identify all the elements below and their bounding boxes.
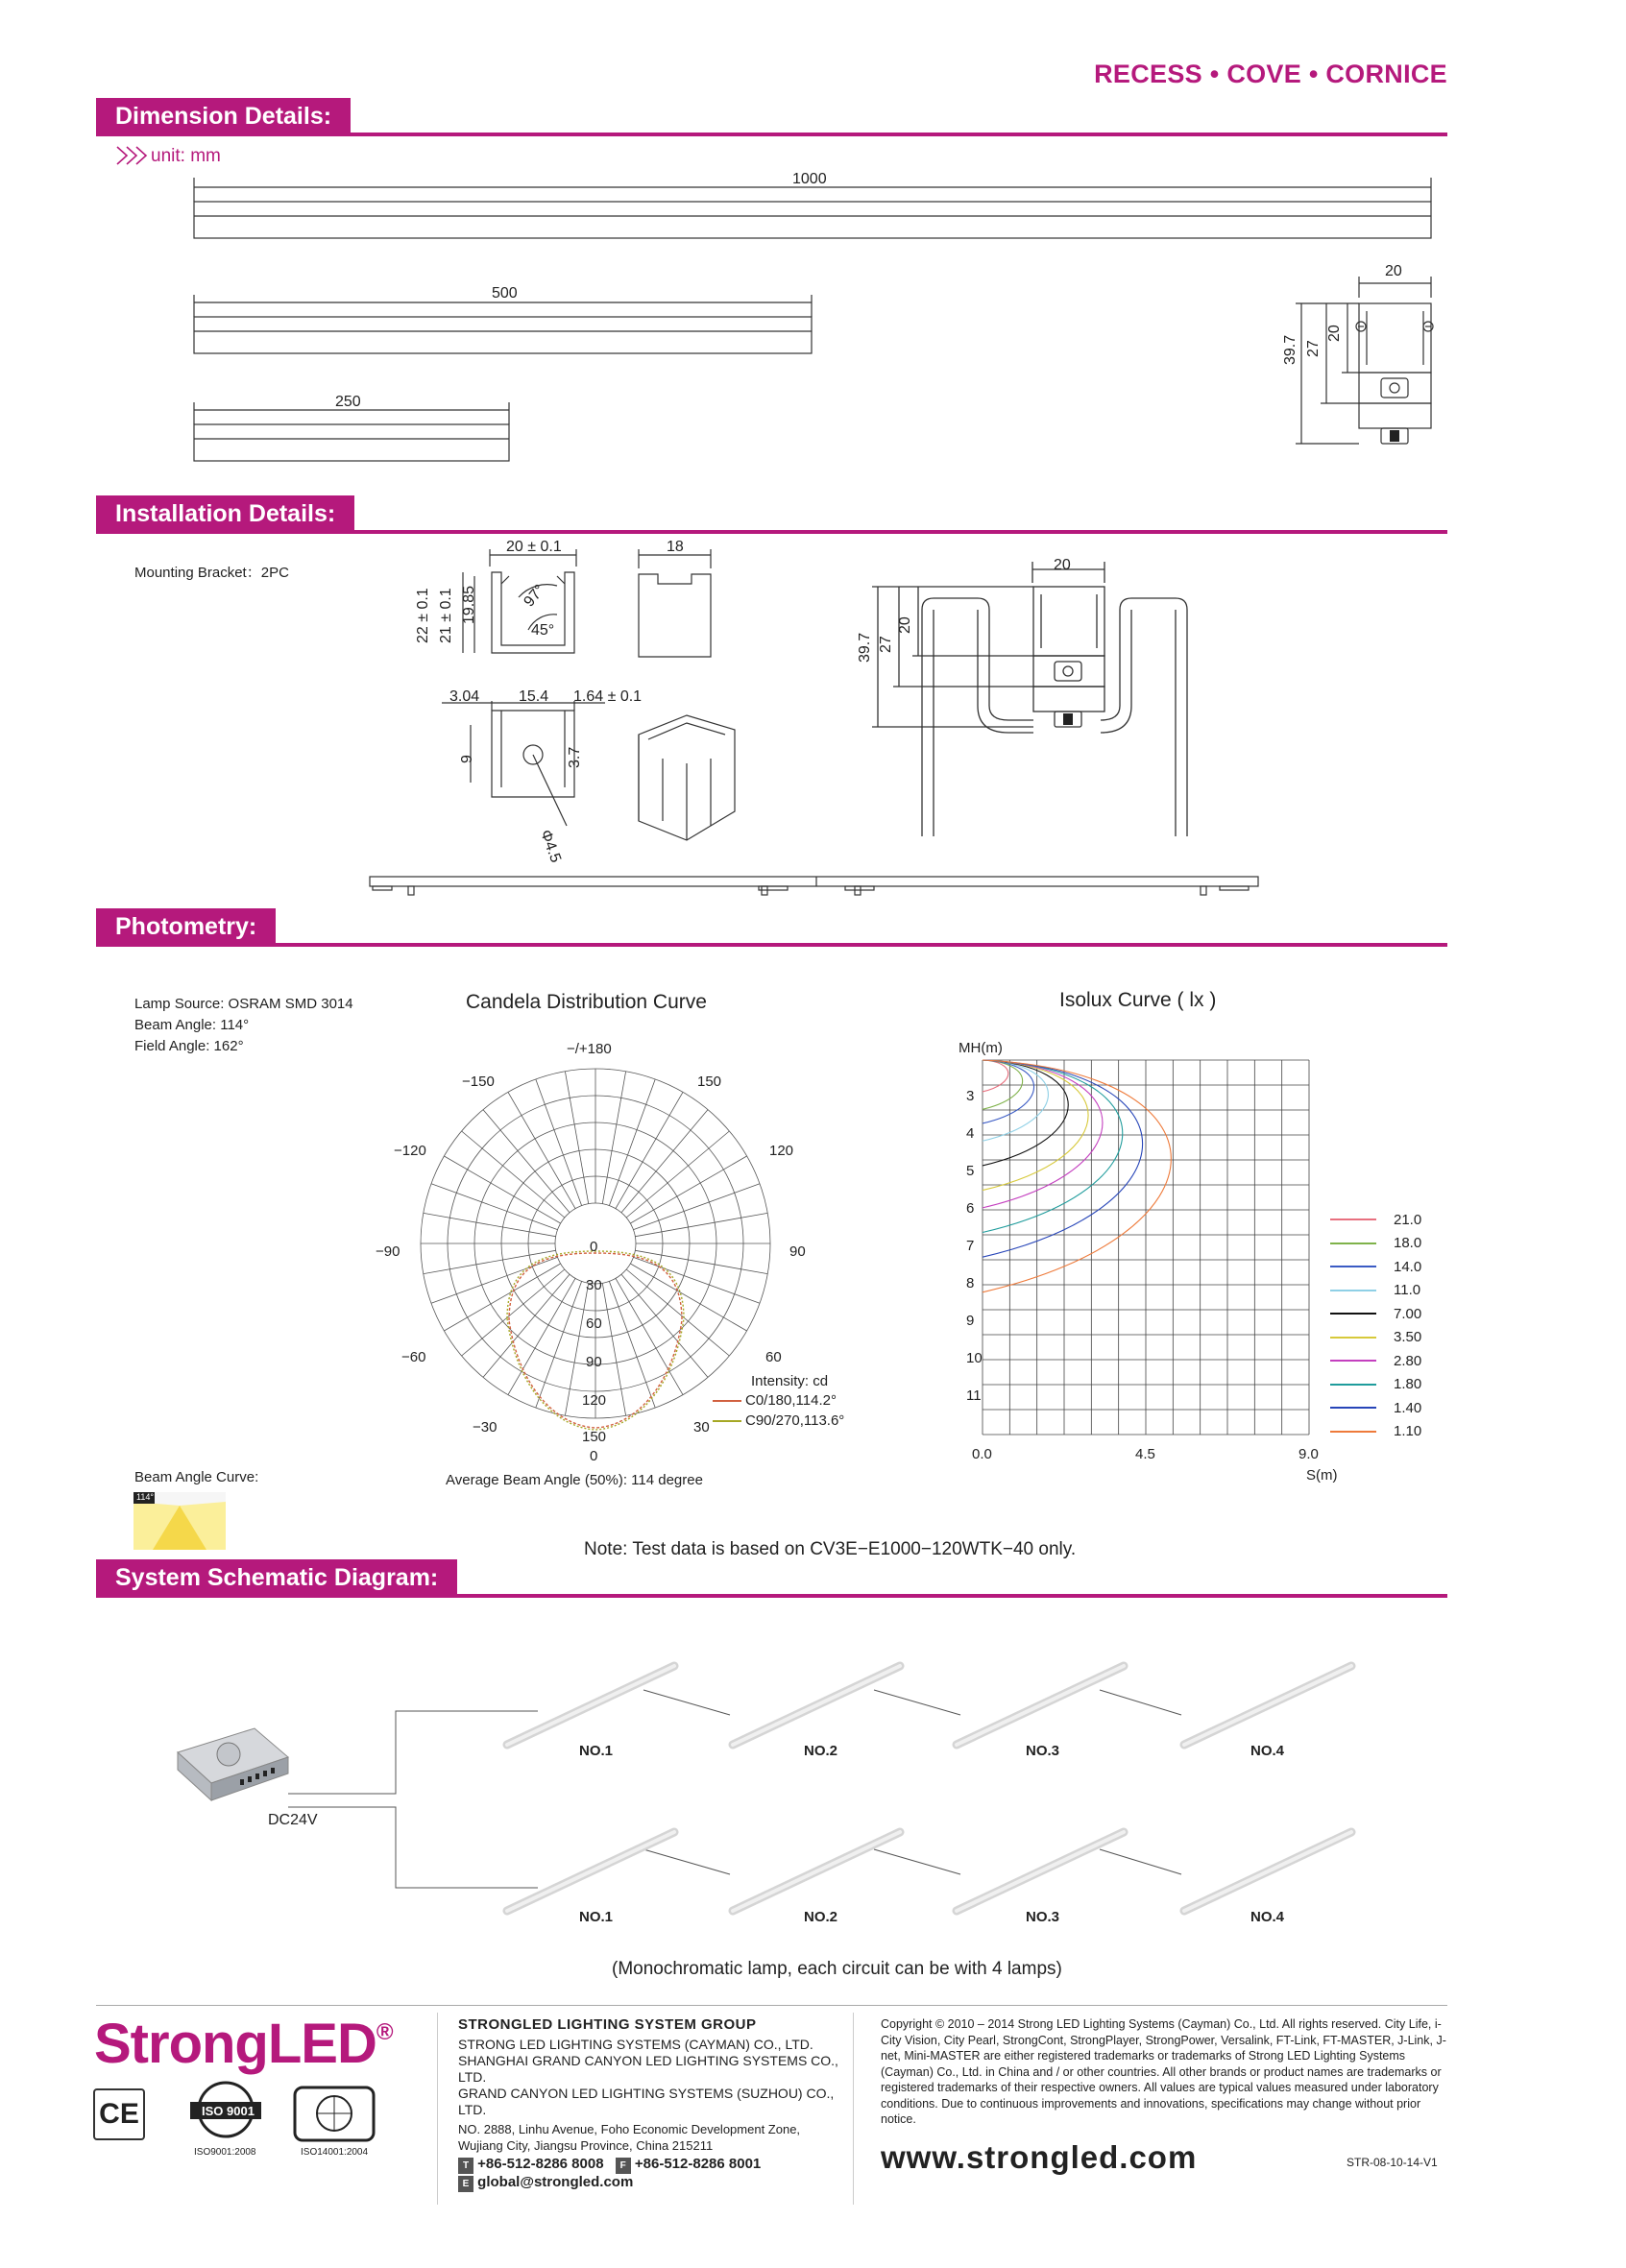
polar-angle-left: −30 <box>473 1419 498 1436</box>
candela-title: Candela Distribution Curve <box>466 991 707 1013</box>
isolux-title: Isolux Curve ( lx ) <box>1059 989 1217 1011</box>
polar-spoke <box>609 1079 655 1206</box>
phone-number: +86-512-8286 8008 <box>477 2156 604 2172</box>
driver-label: DC24V <box>268 1812 318 1828</box>
bracket-angle-97: 97° <box>521 581 549 611</box>
isolux-y-tick: 3 <box>966 1088 975 1104</box>
legend-item <box>1330 1396 1421 1420</box>
polar-angle-left: −60 <box>401 1349 426 1365</box>
isolux-y-tick: 7 <box>966 1238 975 1254</box>
polar-spoke <box>626 1131 729 1218</box>
len-500: 500 <box>492 285 518 302</box>
mounting-drawing <box>855 552 1210 840</box>
section-rule <box>96 943 1447 947</box>
beam-curve-graphic <box>133 1492 226 1550</box>
polar-spoke <box>621 1110 708 1213</box>
fax-number: +86-512-8286 8001 <box>634 2156 762 2172</box>
legend-item <box>1330 1279 1421 1303</box>
company-line: GRAND CANYON LED LIGHTING SYSTEMS (SUZHOU) CO., LTD. <box>458 2086 835 2117</box>
avg-beam-angle: Average Beam Angle (50%): 114 degree <box>446 1472 703 1488</box>
address-line: NO. 2888, Linhu Avenue, Foho Economic Development Zone, <box>458 2122 801 2136</box>
bracket-side-drawing <box>629 538 725 682</box>
schematic-caption: (Monochromatic lamp, each circuit can be with 4 lamps) <box>612 1959 1062 1979</box>
bracket-width: 20 ± 0.1 <box>506 539 562 555</box>
power-supply-image <box>173 1724 293 1815</box>
legend-label: 21.0 <box>1394 1211 1422 1228</box>
c90-label: C90/270,113.6° <box>745 1412 845 1429</box>
beam-angle: Beam Angle: 114° <box>134 1017 250 1033</box>
profile-h-20: 20 <box>1326 325 1343 342</box>
polar-angle-right: 90 <box>789 1243 806 1260</box>
lamp-label: NO.4 <box>1250 1909 1285 1925</box>
polar-spoke <box>536 1282 582 1409</box>
test-note: Note: Test data is based on CV3E−E1000−120WTK−40 only. <box>584 1539 1077 1559</box>
polar-radial-label: 0 <box>590 1239 598 1255</box>
polar-radial-label: 30 <box>586 1277 602 1293</box>
isolux-y-tick: 4 <box>966 1125 975 1142</box>
len-1000: 1000 <box>792 171 827 187</box>
legend-swatch <box>1330 1290 1376 1291</box>
polar-spoke <box>462 1131 565 1218</box>
c0-swatch <box>713 1400 741 1402</box>
brand-reg: ® <box>376 2019 393 2045</box>
section-title-photometry: Photometry: <box>96 908 276 945</box>
isolux-curve-7.00 <box>983 1060 1068 1166</box>
isolux-ylabel: MH(m) <box>959 1040 1003 1056</box>
lamp-label: NO.2 <box>804 1743 838 1759</box>
legend-swatch <box>1330 1431 1376 1433</box>
lamp-label: NO.2 <box>804 1909 838 1925</box>
email-link[interactable]: global@strongled.com <box>477 2174 634 2190</box>
polar-spoke <box>621 1274 708 1377</box>
isolux-chart <box>977 1056 1318 1445</box>
legend-item <box>1330 1232 1421 1256</box>
polar-spoke <box>634 1184 761 1230</box>
isolux-y-tick: 6 <box>966 1200 975 1217</box>
c0-label: C0/180,114.2° <box>745 1392 837 1409</box>
polar-spoke <box>634 1257 761 1303</box>
header-tagline: RECESS • COVE • CORNICE <box>1094 60 1447 88</box>
polar-spoke <box>635 1213 767 1236</box>
isolux-y-tick: 5 <box>966 1163 975 1179</box>
legend-item <box>1330 1208 1421 1232</box>
isolux-legend <box>1330 1208 1421 1443</box>
profile-width: 20 <box>1385 263 1402 279</box>
polar-angle-right: 150 <box>697 1074 722 1090</box>
profile-h-total: 39.7 <box>1282 334 1298 365</box>
polar-spoke <box>483 1110 570 1213</box>
legend-swatch <box>1330 1384 1376 1386</box>
legend-item <box>1330 1349 1421 1373</box>
legend-swatch <box>1330 1313 1376 1315</box>
rail-drawing <box>365 869 1268 898</box>
doc-code: STR-08-10-14-V1 <box>1347 2156 1438 2169</box>
polar-angle-left: −150 <box>462 1074 495 1090</box>
mount-h-total: 39.7 <box>857 632 873 663</box>
legend-label: 1.40 <box>1394 1399 1422 1416</box>
legend-swatch <box>1330 1407 1376 1409</box>
legend-item <box>1330 1302 1421 1326</box>
c90-swatch <box>713 1420 741 1422</box>
polar-spoke <box>565 1072 588 1204</box>
iso14001-std: ISO14001:2004 <box>301 2147 369 2158</box>
legend-label: 7.00 <box>1394 1305 1422 1322</box>
polar-radial-label: 120 <box>582 1392 607 1409</box>
beam-badge: 114° <box>136 1492 154 1502</box>
field-angle: Field Angle: 162° <box>134 1038 244 1054</box>
polar-spoke <box>483 1274 570 1377</box>
brand-name: StrongLED <box>94 2013 376 2075</box>
isolux-y-tick: 9 <box>966 1313 975 1329</box>
legend-swatch <box>1330 1360 1376 1362</box>
lamp-label: NO.1 <box>579 1909 614 1925</box>
legend-item <box>1330 1326 1421 1350</box>
dim-hole: Φ4.5 <box>537 828 564 865</box>
legend-item <box>1330 1255 1421 1279</box>
polar-radial-label: 0 <box>590 1448 598 1464</box>
bracket-angle-45: 45° <box>531 622 555 639</box>
lamp-source: Lamp Source: OSRAM SMD 3014 <box>134 996 353 1012</box>
section-title-schematic: System Schematic Diagram: <box>96 1559 457 1596</box>
lamp-label: NO.3 <box>1026 1743 1060 1759</box>
legend-label: 11.0 <box>1394 1282 1421 1299</box>
legend-swatch <box>1330 1337 1376 1339</box>
mount-h-27: 27 <box>878 636 894 653</box>
polar-spoke <box>602 1072 625 1204</box>
dim-3-04: 3.04 <box>449 688 480 705</box>
phone-icon: T <box>458 2158 473 2174</box>
mount-h-20: 20 <box>897 616 913 634</box>
isolux-x-tick: 0.0 <box>972 1446 992 1462</box>
brand-logo <box>94 2012 393 2076</box>
iso9001-seal-icon <box>182 2079 269 2151</box>
legend-label: 2.80 <box>1394 1352 1422 1369</box>
isolux-curve-1.80 <box>983 1060 1123 1233</box>
dimension-drawing <box>182 168 1460 475</box>
bracket-h1: 22 ± 0.1 <box>415 588 431 643</box>
company-block <box>458 2016 842 2192</box>
isolux-curve-1.10 <box>983 1060 1171 1292</box>
unit-label: unit: mm <box>151 146 221 166</box>
isolux-y-tick: 8 <box>966 1275 975 1291</box>
address-line: Wujiang City, Jiangsu Province, China 215211 <box>458 2138 714 2153</box>
legend-item <box>1330 1420 1421 1444</box>
legend-swatch <box>1330 1243 1376 1244</box>
beam-curve-label: Beam Angle Curve: <box>134 1469 259 1485</box>
company-line: STRONG LED LIGHTING SYSTEMS (CAYMAN) CO., LTD. <box>458 2037 813 2052</box>
polar-angle-right: 30 <box>693 1419 710 1436</box>
polar-angle-right: 120 <box>769 1143 794 1159</box>
website-link[interactable]: www.strongled.com <box>881 2139 1198 2175</box>
intensity-label: Intensity: cd <box>751 1373 829 1389</box>
legend-label: 3.50 <box>1394 1329 1422 1346</box>
fax-icon: F <box>616 2158 631 2174</box>
legend-label: 14.0 <box>1394 1258 1422 1275</box>
polar-spoke <box>431 1257 558 1303</box>
polar-radial-label: 150 <box>582 1429 607 1445</box>
unit-chevron-icon <box>115 144 154 172</box>
isolux-x-tick: 4.5 <box>1135 1446 1155 1462</box>
polar-angle-right: 60 <box>765 1349 782 1365</box>
bracket-count: Mounting Bracket：2PC <box>134 565 289 581</box>
isolux-y-tick: 10 <box>966 1350 983 1366</box>
legend-label: 18.0 <box>1394 1235 1422 1252</box>
lamp-label: NO.4 <box>1250 1743 1285 1759</box>
dim-1-64: 1.64 ± 0.1 <box>573 688 643 705</box>
isolux-curve-14.0 <box>983 1060 1034 1123</box>
polar-spoke <box>424 1213 556 1236</box>
isolux-x-tick: 9.0 <box>1298 1446 1319 1462</box>
dim-15-4: 15.4 <box>519 688 549 705</box>
footer-divider <box>437 2013 438 2205</box>
company-line: SHANGHAI GRAND CANYON LED LIGHTING SYSTEMS CO., LTD. <box>458 2053 838 2085</box>
footer-rule <box>96 2005 1447 2006</box>
polar-top-label: −/+180 <box>567 1041 612 1057</box>
bracket-side-width: 18 <box>667 539 684 555</box>
isolux-xlabel: S(m) <box>1306 1467 1338 1484</box>
section-title-dimension: Dimension Details: <box>96 98 351 134</box>
section-title-installation: Installation Details: <box>96 495 354 532</box>
legend-label: 1.10 <box>1394 1423 1422 1440</box>
polar-radial-label: 60 <box>586 1315 602 1332</box>
legend-item <box>1330 1373 1421 1397</box>
dim-3-7: 3.7 <box>567 746 583 768</box>
profile-h-27: 27 <box>1305 340 1322 357</box>
polar-spoke <box>431 1184 558 1230</box>
footer-divider <box>853 2013 854 2205</box>
legend-swatch <box>1330 1266 1376 1267</box>
dim-9: 9 <box>459 755 475 763</box>
iso9001-std: ISO9001:2008 <box>194 2147 256 2158</box>
legend-swatch <box>1330 1218 1376 1220</box>
polar-spoke <box>536 1079 582 1206</box>
bracket-h2: 21 ± 0.1 <box>438 588 454 643</box>
polar-angle-left: −90 <box>376 1243 400 1260</box>
mount-width: 20 <box>1054 557 1071 573</box>
polar-radial-label: 90 <box>586 1354 602 1370</box>
group-name: STRONGLED LIGHTING SYSTEM GROUP <box>458 2016 757 2033</box>
isolux-y-tick: 11 <box>966 1387 982 1404</box>
bracket-h3: 19.85 <box>461 585 477 624</box>
isolux-curve-11.0 <box>983 1060 1048 1141</box>
copyright-text: Copyright © 2010 – 2014 Strong LED Lighting Systems (Cayman) Co., Ltd. All rights reserved. City Life, i-City Vision, City Pearl, StrongCont, StrongPlayer, StrongPower, Versalink, FT-Link, FT-MASTER, J-Link, J-net, Mini-MASTER are either registered trademarks or trademarks of Strong LED Lighting Systems (Cayman) Co., Ltd. in China and / or other countries. All other brands or product names are trademarks or registered trademarks of their respective owners. All values are typical values measured under laboratory conditions. Due to continuous improvements and innovations, specifications may change without prior notice. <box>881 2017 1446 2126</box>
bracket-3d-drawing <box>629 706 744 855</box>
lamp-label: NO.3 <box>1026 1909 1060 1925</box>
ce-mark-icon: CE <box>93 2088 145 2140</box>
legend-label: 1.80 <box>1394 1376 1422 1393</box>
email-icon: E <box>458 2176 473 2192</box>
polar-spoke <box>609 1282 655 1409</box>
len-250: 250 <box>335 394 361 410</box>
isolux-curve-21.0 <box>983 1060 1008 1092</box>
polar-angle-left: −120 <box>394 1143 426 1159</box>
lamp-label: NO.1 <box>579 1743 614 1759</box>
profile-section-drawing <box>1282 269 1445 461</box>
iso9001-label: ISO 9001 <box>202 2104 255 2118</box>
iso14001-seal-icon <box>291 2084 377 2151</box>
